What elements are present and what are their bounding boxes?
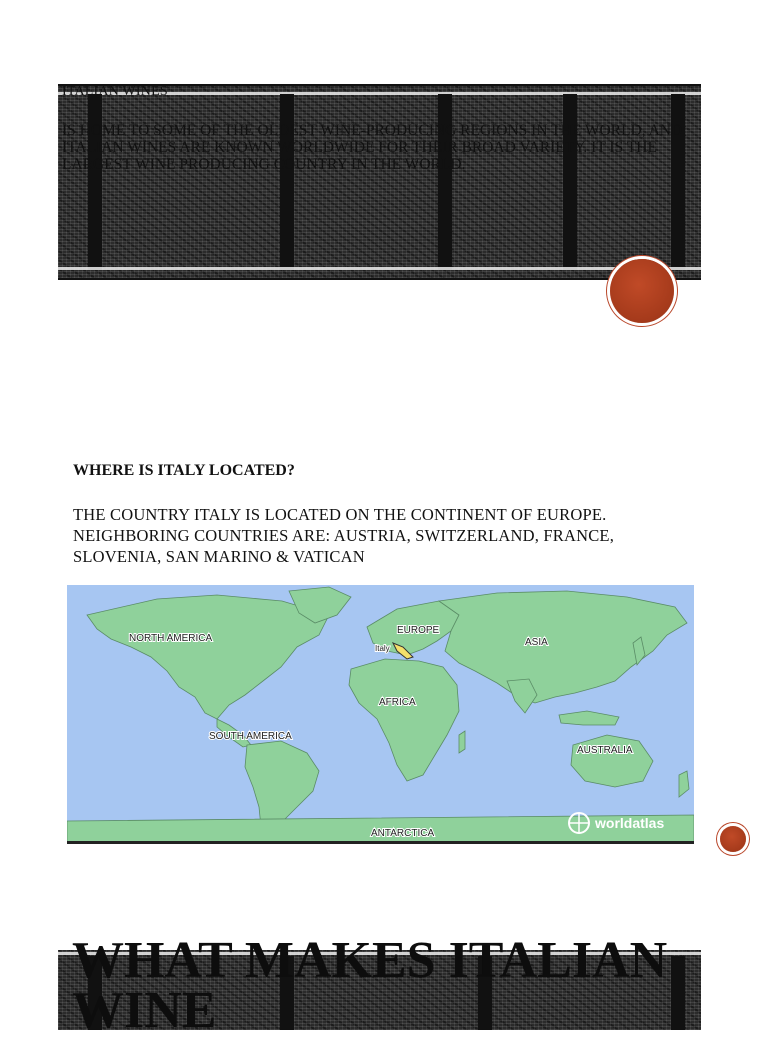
- world-map: [67, 585, 694, 844]
- banner-stripe: [671, 94, 685, 270]
- slide2-body: THE COUNTRY ITALY IS LOCATED ON THE CONTINENT OF EUROPE. NEIGHBORING COUNTRIES ARE: AUSTRIA, SWITZERLAND, FRANCE, SLOVENIA, SAN MARINO & VATICAN: [73, 505, 615, 566]
- australia-shape: [571, 735, 653, 787]
- slide1-title: ITALIAN WINES: [62, 84, 168, 99]
- asia-shape: [439, 591, 687, 703]
- banner-stripe: [88, 94, 102, 270]
- decorative-circle: [610, 259, 674, 323]
- world-map-graphic: [67, 585, 694, 844]
- label-italy: Italy: [375, 644, 390, 653]
- indonesia-shape: [559, 711, 619, 725]
- title-banner: [58, 84, 701, 280]
- label-south-america: SOUTH AMERICA: [209, 731, 292, 742]
- slide1-body: IS HOME TO SOME OF THE OLDEST WINE-PRODUCING REGIONS IN THE WORLD, AND ITALIAN WINES ARE KNOWN WORLDWIDE FOR THEIR BROAD VARIETY. IT IS THE LARGEST WINE PRODUCING COUNTRY IN THE WORLD.: [62, 122, 683, 173]
- worldatlas-brand: worldatlas: [595, 815, 665, 831]
- label-australia: AUSTRALIA: [577, 745, 633, 756]
- slide2-heading: WHERE IS ITALY LOCATED?: [73, 462, 295, 479]
- banner-stripe: [438, 94, 452, 270]
- decorative-circle: [720, 826, 746, 852]
- map-bottom-border: [67, 841, 694, 844]
- africa-shape: [349, 659, 459, 781]
- madagascar-shape: [459, 731, 465, 753]
- north-america-shape: [87, 595, 329, 719]
- label-antarctica: ANTARCTICA: [371, 828, 435, 839]
- label-europe: EUROPE: [397, 625, 440, 636]
- banner-rule: [58, 267, 701, 270]
- new-zealand-shape: [679, 771, 689, 797]
- label-asia: ASIA: [525, 637, 548, 648]
- label-africa: AFRICA: [379, 697, 416, 708]
- banner-stripe: [280, 94, 294, 270]
- banner-stripe: [563, 94, 577, 270]
- slide3-title: WHAT MAKES ITALIAN WINE: [72, 932, 668, 1039]
- label-north-america: NORTH AMERICA: [129, 633, 213, 644]
